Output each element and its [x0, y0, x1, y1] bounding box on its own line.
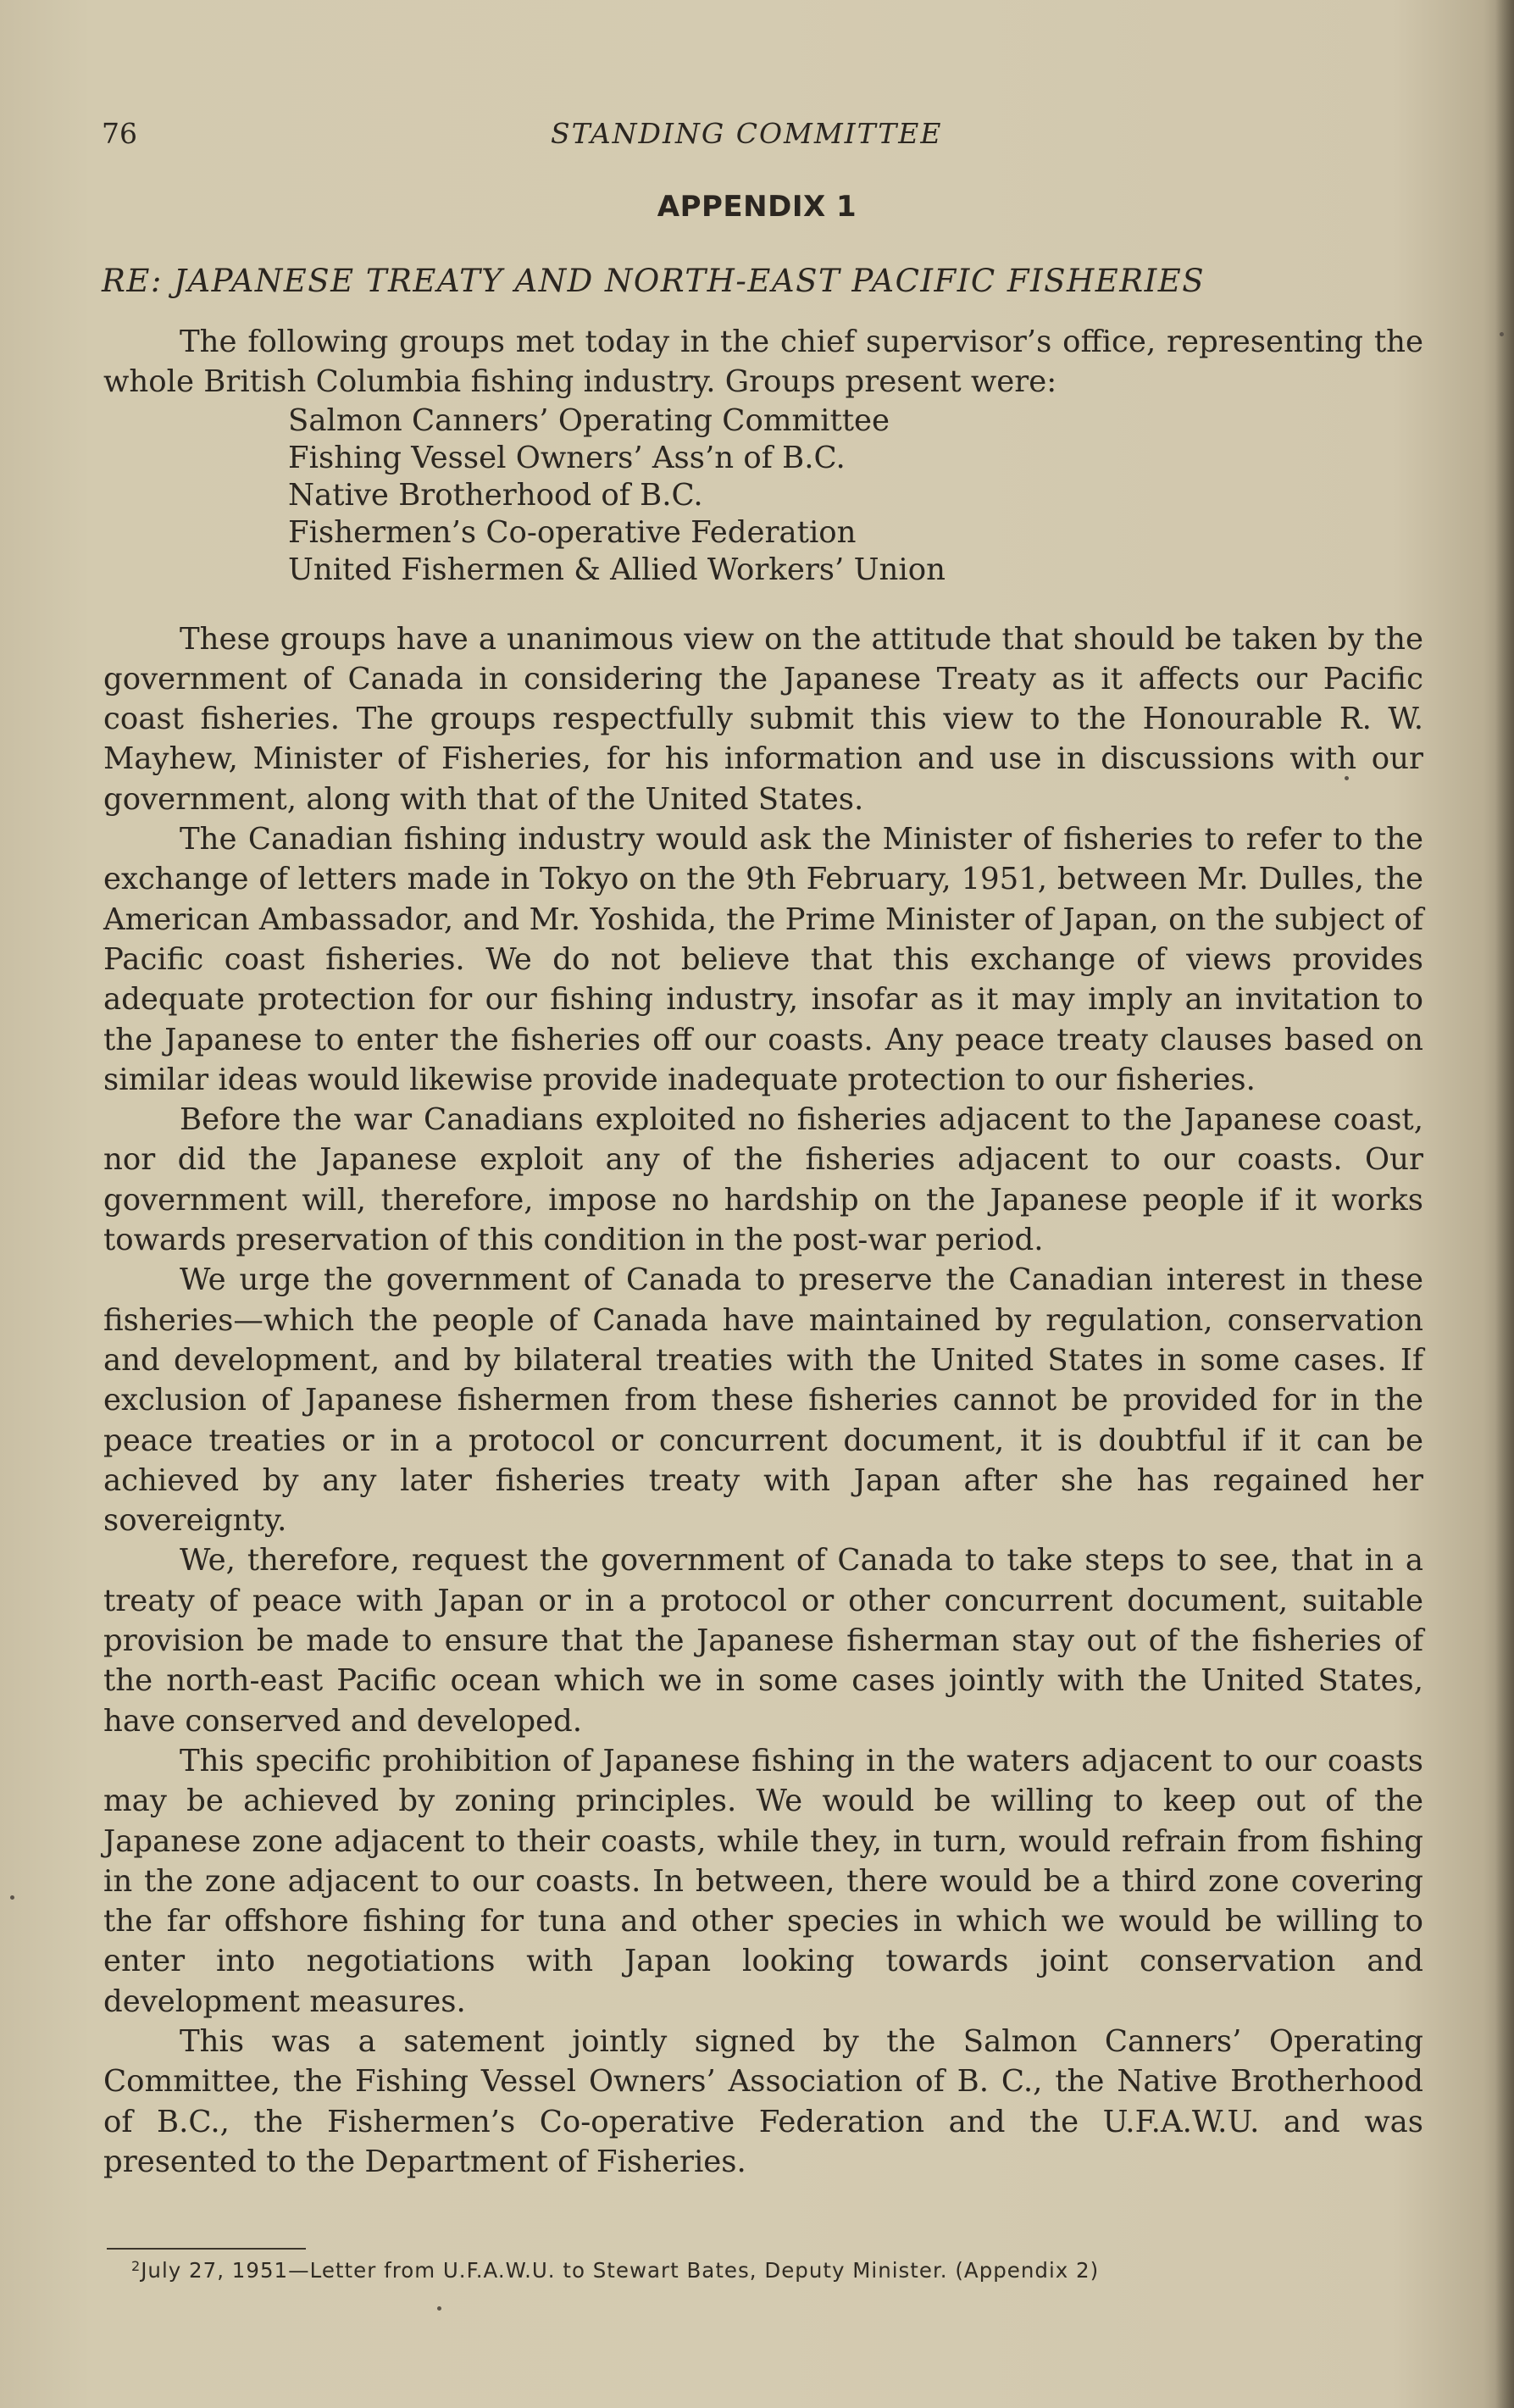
paper-speck	[10, 1895, 14, 1900]
paper-speck	[1500, 332, 1504, 336]
body-paragraph: The Canadian fishing industry would ask the Minister of fisheries to refer to the exchange of letters made in Tokyo on the 9th February, 1951, between Mr. Dulles, the American Ambassador, and Mr. Yoshida, the Prime Minister of Japan, on the subject of Pacific coast fisheries. We do not believe that this exchange of views provides adequate protection for our fishing industry, insofar as it may imply an invitation to the Japanese to enter the fisheries off our coasts. Any peace treaty clauses based on similar ideas would likewise provide inadequate protection to our fisheries.	[103, 822, 1423, 1097]
paper-speck	[1345, 776, 1349, 780]
body-paragraph: This specific prohibition of Japanese fishing in the waters adjacent to our coasts may be achieved by zoning principles. We would be willing to keep out of the Japanese zone adjacent to their coasts, while they, in turn, would refrain from fishing in the zone adjacent to our coasts. In between, there would be a third zone covering the far offshore fishing for tuna and other species in which we would be willing to enter into negotiations with Japan looking towards joint conservation and development measures.	[103, 1743, 1423, 2019]
body-paragraph: We, therefore, request the government of Canada to take steps to see, that in a treaty of peace with Japan or in a protocol or other concurrent document, suitable provision be made to ensure that the Japanese fisherman stay out of the fisheries of the north-east Pacific ocean which we in some cases jointly with the United States, have conserved and developed.	[103, 1543, 1423, 1739]
page-edge-shadow	[1495, 0, 1514, 2408]
footnote-text: July 27, 1951—Letter from U.F.A.W.U. to Stewart Bates, Deputy Minister. (Appendix 2)	[141, 2258, 1100, 2283]
groups-list	[288, 402, 1423, 589]
page-header	[102, 117, 1423, 151]
body-paragraph: We urge the government of Canada to preserve the Canadian interest in these fisheries—which the people of Canada have maintained by regulation, conservation and development, and by bilateral treaties with the United States in some cases. If exclusion of Japanese fishermen from these fisheries cannot be provided for in the peace treaties or in a protocol or concurrent document, it is doubtful if it can be achieved by any later fisheries treaty with Japan after she has regained her sovereignty.	[103, 1262, 1423, 1539]
group-item: United Fishermen & Allied Workers’ Union	[288, 552, 946, 587]
group-item: Fishing Vessel Owners’ Ass’n of B.C.	[288, 440, 846, 475]
page-number: 76	[102, 117, 137, 150]
body-paragraph: These groups have a unanimous view on the attitude that should be taken by the government of Canada in considering the Japanese Treaty as it affects our Pacific coast fisheries. The groups respectfully submit this view to the Honourable R. W. Mayhew, Minister of Fisheries, for his information and use in discussions with our government, along with that of the United States.	[103, 621, 1423, 817]
subject-heading: RE: JAPANESE TREATY AND NORTH-EAST PACIFIC FISHERIES	[102, 263, 1206, 299]
group-item: Fishermen’s Co-operative Federation	[288, 514, 857, 550]
footnote-marker: 2	[131, 2258, 141, 2274]
intro-paragraph: The following groups met today in the chief supervisor’s office, representing the whole British Columbia fishing industry. Groups present were:	[103, 325, 1423, 400]
group-item: Salmon Canners’ Operating Committee	[288, 402, 890, 438]
document-body	[103, 322, 1423, 2182]
spacer	[103, 589, 1423, 619]
body-paragraph: Before the war Canadians exploited no fisheries adjacent to the Japanese coast, nor did the Japanese exploit any of the fisheries adjacent to our coasts. Our government will, therefore, impose no hardship on the Japanese people if it works towards preservation of this condition in the post-war period.	[103, 1102, 1423, 1258]
group-item: Native Brotherhood of B.C.	[288, 477, 703, 513]
footnote-divider	[107, 2248, 306, 2250]
footnote	[131, 2258, 1099, 2283]
body-paragraph: This was a satement jointly signed by the Salmon Canners’ Operating Committee, the Fishing Vessel Owners’ Association of B. C., the Native Brotherhood of B.C., the Fishermen’s Co-operative Federation and the U.F.A.W.U. and was presented to the Department of Fisheries.	[103, 2023, 1423, 2179]
running-head: STANDING COMMITTEE	[551, 117, 943, 150]
appendix-title: APPENDIX 1	[657, 190, 857, 224]
paper-speck	[437, 2306, 441, 2311]
